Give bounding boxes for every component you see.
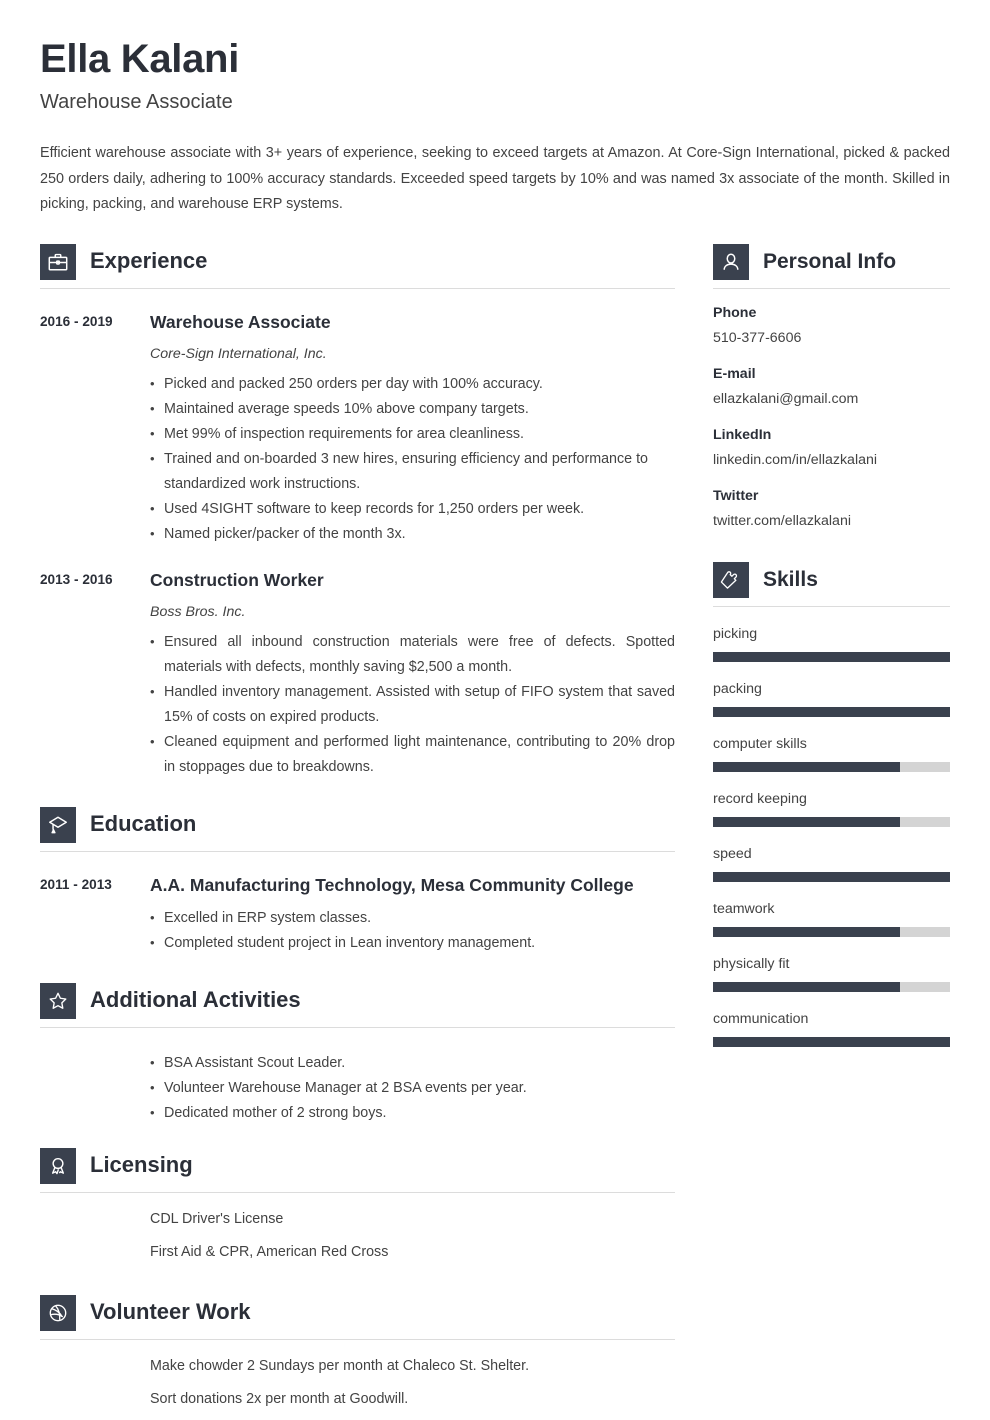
section-header-skills (713, 562, 950, 598)
skill-bar-track (713, 982, 950, 992)
sidebar-column (713, 244, 950, 1047)
section-header-additional-activities (40, 983, 675, 1019)
entry-body (150, 307, 675, 547)
skill-bar-fill (713, 817, 900, 827)
section-title-licensing: Licensing (90, 1152, 193, 1178)
field-value[interactable]: twitter.com/ellazkalani (713, 512, 851, 529)
volunteer-entry (40, 1354, 675, 1420)
skill-item (713, 1008, 950, 1047)
section-experience (40, 244, 675, 780)
person-icon (713, 244, 749, 280)
skill-label: record keeping (713, 790, 807, 807)
entry-bullets (150, 372, 675, 547)
section-divider (40, 851, 675, 852)
skill-label: teamwork (713, 900, 775, 917)
bullet-item: • Maintained average speeds 10% above company targets. (150, 397, 675, 422)
entry-date-spacer (40, 1046, 150, 1126)
field-value: ellazkalani@gmail.com (713, 390, 859, 407)
section-personal-info (713, 244, 950, 533)
skill-item (713, 898, 950, 937)
licensing-entry (40, 1207, 675, 1273)
skill-bar-track (713, 652, 950, 662)
bullet-item: • Picked and packed 250 orders per day with 100% accuracy. (150, 372, 675, 397)
entry-body (150, 565, 675, 780)
resume-header (40, 38, 950, 218)
skill-bar-fill (713, 652, 950, 662)
entry-date-spacer (40, 1354, 150, 1420)
field-label: Twitter (713, 487, 759, 504)
entry-body (150, 1046, 675, 1126)
skill-bar-track (713, 707, 950, 717)
skill-item (713, 733, 950, 772)
puzzle-piece-icon (713, 562, 749, 598)
field-label: Phone (713, 304, 757, 321)
resume-columns (40, 244, 950, 1420)
skill-label: communication (713, 1010, 809, 1027)
bullet-item: • Volunteer Warehouse Manager at 2 BSA events per year. (150, 1076, 675, 1101)
skill-item (713, 788, 950, 827)
section-divider (40, 288, 675, 289)
briefcase-icon (40, 244, 76, 280)
licensing-list (150, 1207, 388, 1273)
personal-info-field (713, 485, 950, 533)
star-icon (40, 983, 76, 1019)
section-title-skills: Skills (763, 567, 818, 591)
field-value: 510-377-6606 (713, 329, 802, 346)
skill-label: physically fit (713, 955, 790, 972)
section-title-personal-info: Personal Info (763, 249, 897, 273)
skill-bar-fill (713, 872, 950, 882)
globe-icon (40, 1295, 76, 1331)
section-divider (713, 606, 950, 607)
experience-entry (40, 565, 675, 780)
bullet-item: • Handled inventory management. Assisted with setup of FIFO system that saved 15% of costs on expired products. (150, 680, 675, 730)
field-label: E-mail (713, 365, 756, 382)
bullet-item: • Excelled in ERP system classes. (150, 906, 675, 931)
section-skills (713, 562, 950, 1047)
bullet-item: • BSA Assistant Scout Leader. (150, 1051, 675, 1076)
field-label: LinkedIn (713, 426, 772, 443)
section-divider (40, 1339, 675, 1340)
skill-bar-fill (713, 762, 900, 772)
bullet-item: • Used 4SIGHT software to keep records for 1,250 orders per week. (150, 497, 675, 522)
section-header-experience (40, 244, 675, 280)
section-divider (40, 1027, 675, 1028)
bullet-item: • Completed student project in Lean inventory management. (150, 931, 675, 956)
entry-organization: Boss Bros. Inc. (150, 603, 246, 620)
personal-info-field (713, 302, 950, 350)
section-licensing (40, 1148, 675, 1273)
professional-summary: Efficient warehouse associate with 3+ years of experience, seeking to exceed targets at Amazon. At Core-Sign International, picked & packed 250 orders daily, adhering to 100% accuracy standards. Exceeded speed targets by 10% and was named 3x associate of the month. Skilled in picking, packing, and warehouse ERP systems. (40, 145, 950, 212)
section-title-volunteer-work: Volunteer Work (90, 1299, 251, 1325)
entry-date: 2013 - 2016 (40, 571, 113, 587)
volunteer-list (150, 1354, 529, 1420)
section-header-licensing (40, 1148, 675, 1184)
entry-date: 2016 - 2019 (40, 313, 113, 329)
skill-label: computer skills (713, 735, 807, 752)
entry-bullets (150, 906, 675, 956)
section-divider (40, 1192, 675, 1193)
skill-bar-track (713, 817, 950, 827)
main-column (40, 244, 675, 1420)
section-volunteer-work (40, 1295, 675, 1420)
personal-info-field (713, 424, 950, 472)
bullet-item: • Trained and on-boarded 3 new hires, ensuring efficiency and performance to standardized work instructions. (150, 447, 675, 497)
skill-label: packing (713, 680, 762, 697)
skill-item (713, 953, 950, 992)
section-header-volunteer-work (40, 1295, 675, 1331)
skill-bar-track (713, 872, 950, 882)
section-title-additional-activities: Additional Activities (90, 987, 301, 1013)
bullet-item: • Ensured all inbound construction materials were free of defects. Spotted materials with defects, monthly saving $2,500 a month. (150, 630, 675, 680)
entry-degree: A.A. Manufacturing Technology, Mesa Community College (150, 874, 634, 895)
entry-body (150, 870, 675, 956)
skill-bar-track (713, 927, 950, 937)
section-additional-activities (40, 983, 675, 1126)
bullet-item: • Dedicated mother of 2 strong boys. (150, 1101, 675, 1126)
list-item: CDL Driver's License (150, 1210, 284, 1227)
list-item: Make chowder 2 Sundays per month at Chaleco St. Shelter. (150, 1357, 530, 1374)
award-ribbon-icon (40, 1148, 76, 1184)
skill-bar-track (713, 762, 950, 772)
skill-label: speed (713, 845, 752, 862)
education-entry (40, 870, 675, 956)
entry-date-spacer (40, 1207, 150, 1273)
section-education (40, 807, 675, 956)
entry-date: 2011 - 2013 (40, 876, 112, 892)
entry-role: Warehouse Associate (150, 311, 331, 332)
skill-bar-fill (713, 982, 900, 992)
skill-bar-track (713, 1037, 950, 1047)
skill-item (713, 843, 950, 882)
skill-bar-fill (713, 707, 950, 717)
personal-info-field (713, 363, 950, 411)
graduation-cap-icon (40, 807, 76, 843)
skill-item (713, 623, 950, 662)
skill-bar-fill (713, 1037, 950, 1047)
section-title-experience: Experience (90, 248, 208, 274)
candidate-job-title: Warehouse Associate (40, 91, 233, 113)
section-title-education: Education (90, 811, 197, 837)
list-item: First Aid & CPR, American Red Cross (150, 1243, 389, 1260)
skill-item (713, 678, 950, 717)
skill-label: picking (713, 625, 758, 642)
entry-role: Construction Worker (150, 569, 324, 590)
candidate-name: Ella Kalani (40, 37, 240, 81)
skill-bar-fill (713, 927, 900, 937)
entry-organization: Core-Sign International, Inc. (150, 345, 327, 362)
bullet-item: • Cleaned equipment and performed light maintenance, contributing to 20% drop in stoppages due to breakdowns. (150, 730, 675, 780)
experience-entry (40, 307, 675, 547)
bullet-item: • Named picker/packer of the month 3x. (150, 522, 675, 547)
activity-bullets (150, 1051, 675, 1126)
activities-entry (40, 1046, 675, 1126)
section-divider (713, 288, 950, 289)
section-header-education (40, 807, 675, 843)
section-header-personal-info (713, 244, 950, 280)
bullet-item: • Met 99% of inspection requirements for area cleanliness. (150, 422, 675, 447)
list-item: Sort donations 2x per month at Goodwill. (150, 1390, 409, 1407)
entry-bullets (150, 630, 675, 780)
field-value[interactable]: linkedin.com/in/ellazkalani (713, 451, 878, 468)
